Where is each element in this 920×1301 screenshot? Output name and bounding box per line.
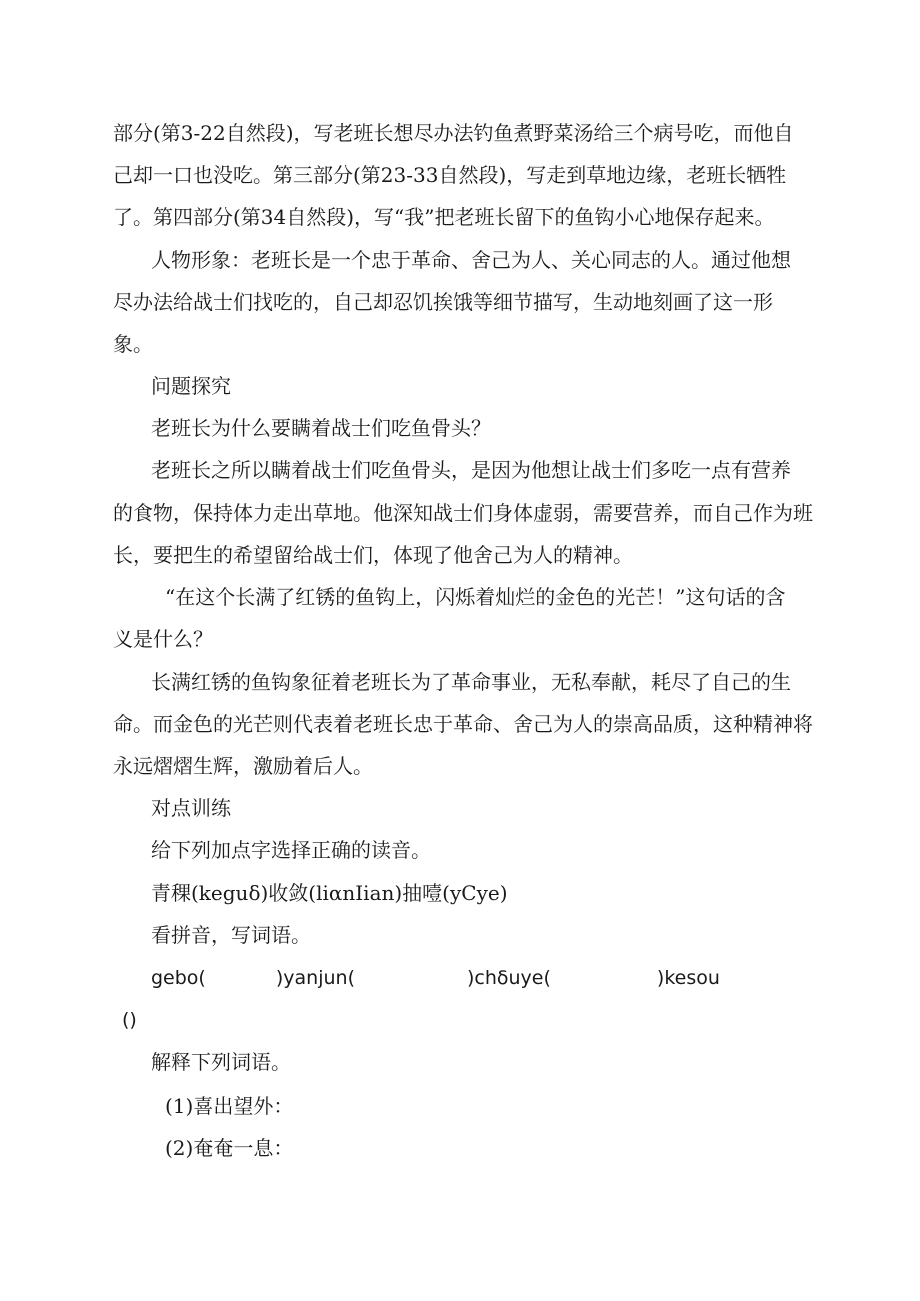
text-line: 了。第四部分(第34自然段)，写“我”把老班长留下的鱼钩小心地保存起来。 xyxy=(113,205,775,229)
vocab-item-1: (1)喜出望外： xyxy=(165,1094,294,1118)
pinyin-word-1: gebo( xyxy=(151,967,206,989)
text-line: 部分(第3-22自然段)，写老班长想尽办法钓鱼煮野菜汤给三个病号吃，而他自 xyxy=(113,121,794,145)
pinyin-word-4: )kesou xyxy=(656,967,720,989)
section-heading: 对点训练 xyxy=(151,796,231,820)
text-line: 长，要把生的希望留给战士们，体现了他舍己为人的精神。 xyxy=(113,543,633,567)
exercise-instruction: 给下列加点字选择正确的读音。 xyxy=(151,838,431,862)
pronunciation-exercise: 青稞(keguδ)收敛(liαnIian)抽噎(yCye) xyxy=(151,881,508,905)
text-line: 尽办法给战士们找吃的，自己却忍饥挨饿等细节描写，生动地刻画了这一形 xyxy=(113,290,773,314)
text-line: 人物形象：老班长是一个忠于革命、舍己为人、关心同志的人。通过他想 xyxy=(151,248,791,272)
exercise-instruction: 看拼音，写词语。 xyxy=(151,923,311,947)
answer-blank-line: () xyxy=(122,1009,137,1031)
pinyin-word-2: )yanjun( xyxy=(275,967,355,989)
text-line: 的食物，保持体力走出草地。他深知战士们身体虚弱，需要营养，而自己作为班 xyxy=(113,501,813,525)
text-line: 永远熠熠生辉，激励着后人。 xyxy=(113,754,373,778)
exercise-instruction: 解释下列词语。 xyxy=(151,1050,291,1074)
pinyin-row xyxy=(151,966,851,990)
text-line: 命。而金色的光芒则代表着老班长忠于革命、舍己为人的崇高品质，这种精神将 xyxy=(113,712,813,736)
text-line: 己却一口也没吃。第三部分(第23-33自然段)，写走到草地边缘，老班长牺牲 xyxy=(113,163,787,187)
text-line: 象。 xyxy=(113,332,153,356)
section-heading: 问题探究 xyxy=(151,374,231,398)
text-line: 老班长之所以瞒着战士们吃鱼骨头，是因为他想让战士们多吃一点有营养 xyxy=(151,458,791,482)
question-text: “在这个长满了红锈的鱼钩上，闪烁着灿烂的金色的光芒！”这句话的含 xyxy=(165,585,786,609)
question-text: 义是什么？ xyxy=(113,627,213,651)
vocab-item-2: (2)奄奄一息： xyxy=(165,1136,294,1160)
pinyin-word-3: )chδuye( xyxy=(466,967,551,989)
text-line: 长满红锈的鱼钩象征着老班长为了革命事业，无私奉献，耗尽了自己的生 xyxy=(151,670,791,694)
question-text: 老班长为什么要瞒着战士们吃鱼骨头？ xyxy=(151,416,491,440)
